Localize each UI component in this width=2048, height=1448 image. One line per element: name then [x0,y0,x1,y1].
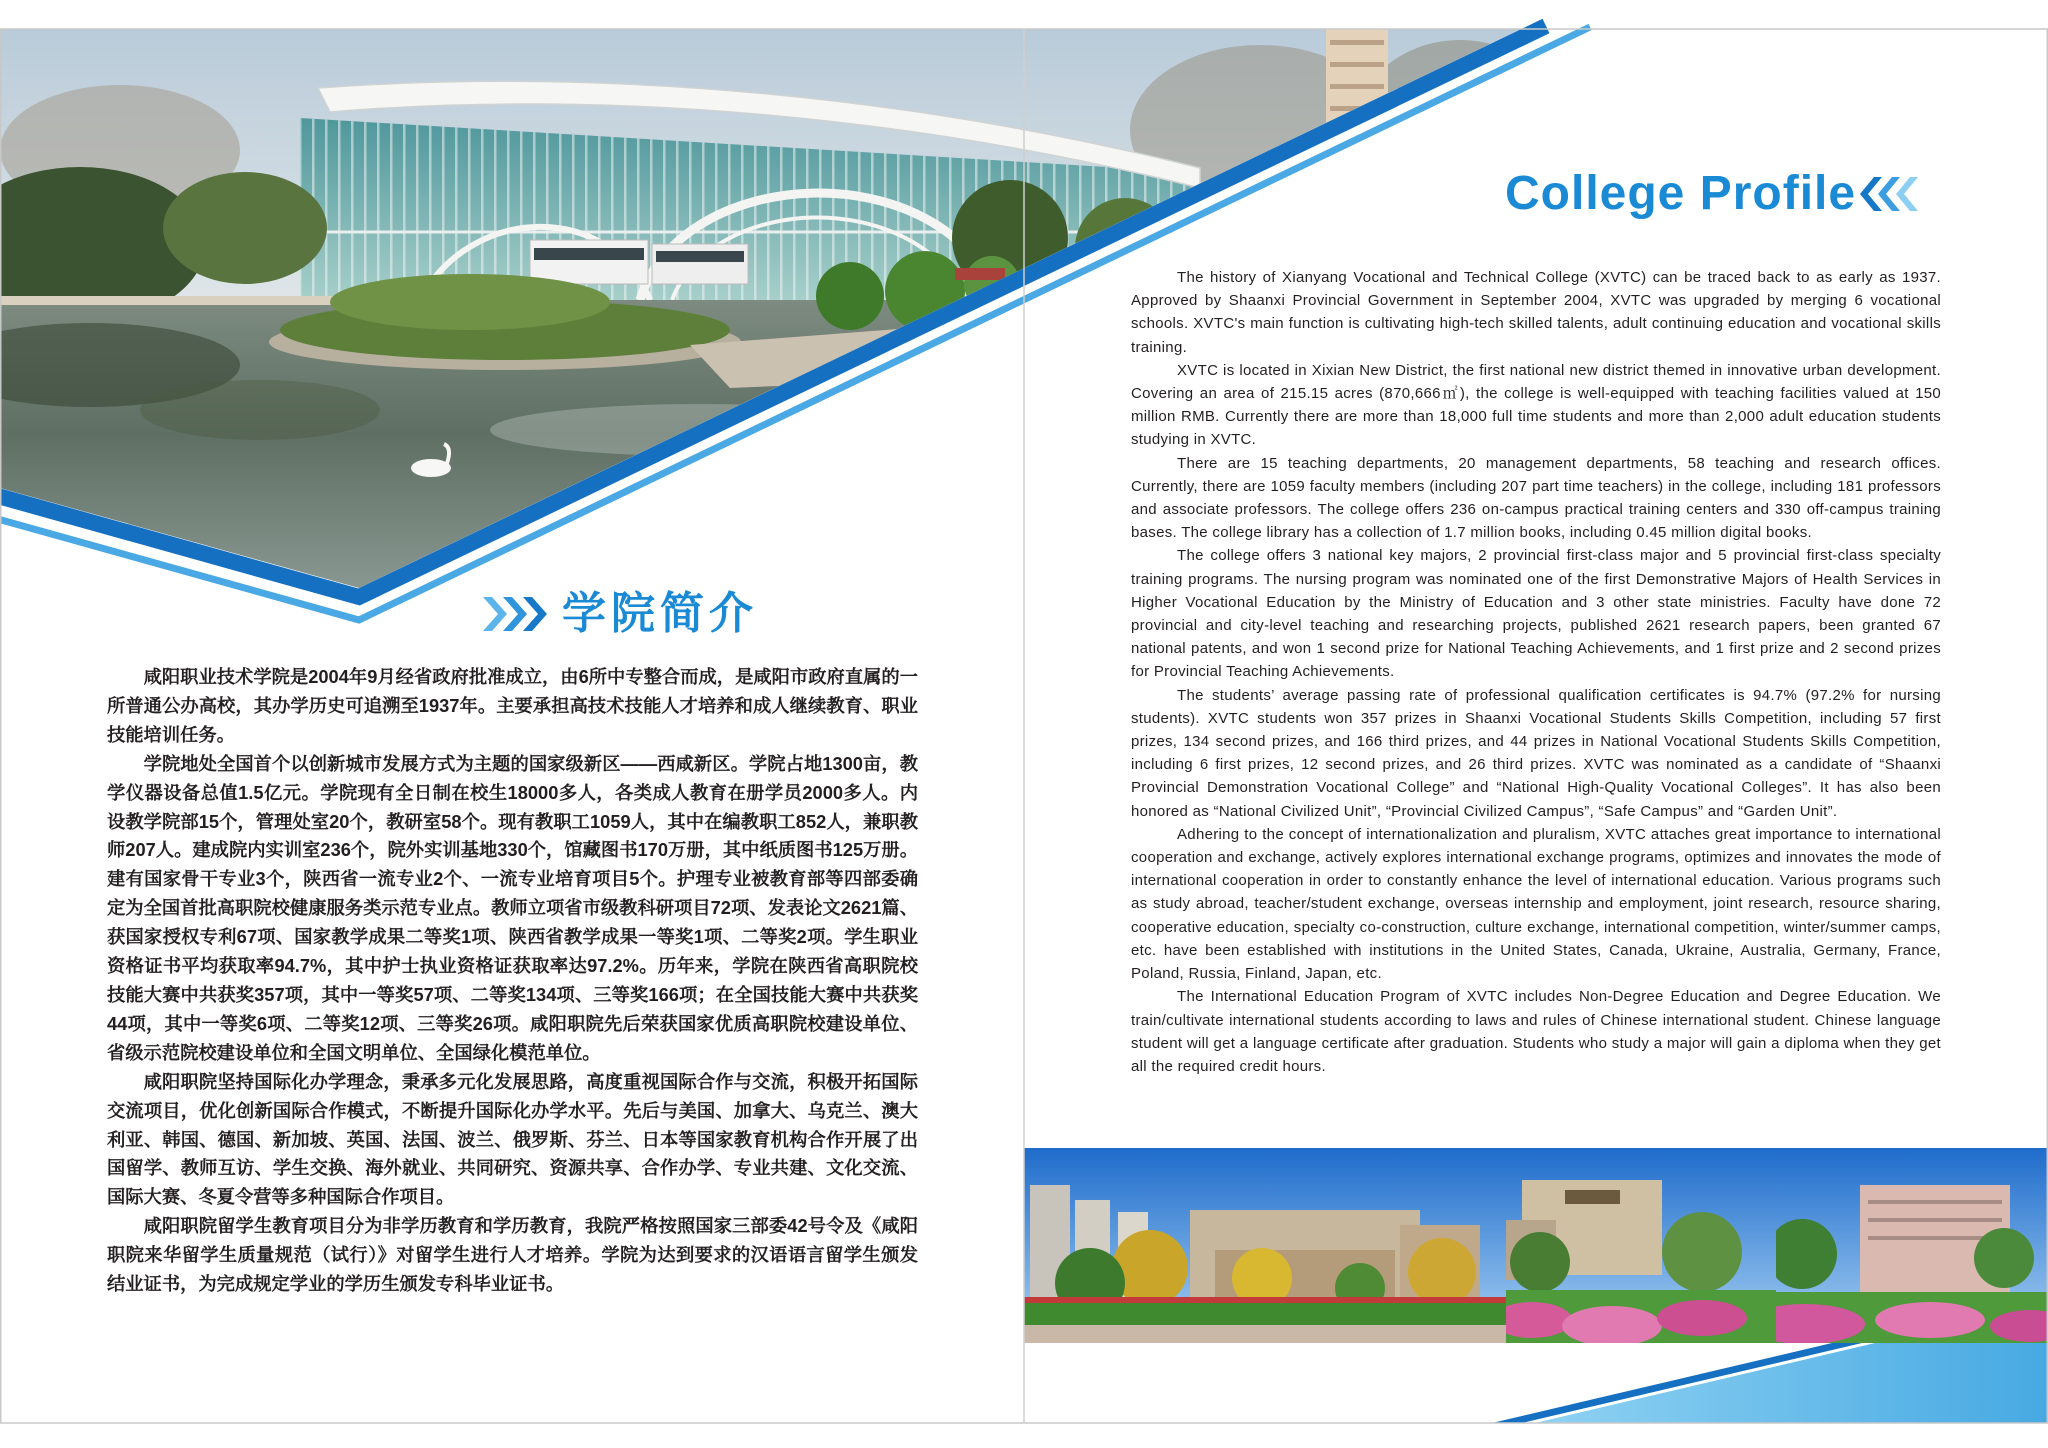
photo-apartment-windows [1330,40,1384,45]
photo3-windows [1868,1218,2002,1222]
en-paragraph-2: XVTC is located in Xixian New District, the first national new district themed in innovative urban development. Covering an area of 215.15 acres (870,666㎡), the college is well-equipped with teaching facilities valued at 150 million RMB. Currently there are more than 18,000 full time students and more than 2,000 adult education students studying in XVTC. [1131,361,1941,449]
photo3-tree [1974,1228,2034,1288]
photo2-tree [1662,1212,1742,1292]
en-paragraph-5: The students’ average passing rate of professional qualification certificates is 94.7% (97.2% for nursing students). XVTC students won 357 prizes in Shaanxi Vocational Students Skills Competition, including 57 first prizes, 134 second prizes, and 166 third prizes, and 44 prizes in National Vocational Students Skills Competition, including 6 first prizes, 12 second prizes, and 26 third prizes. XVTC was nominated as a candidate of “Shaanxi Provincial Demonstration Vocational College” and “National High-Quality Vocational Colleges”. It has also been honored as “National Civilized Unit”, “Provincial Civilized Campus”, “Safe Campus” and “Garden Unit”. [1131,686,1941,820]
chevron-shape [483,597,507,631]
photo2-flowers [1657,1300,1747,1336]
photo-tree [163,172,327,284]
zh-page-heading: 学院简介 [562,588,758,639]
photo3-tree [1767,1219,1837,1289]
en-body-text [1131,266,1941,1078]
en-paragraph-4: The college offers 3 national key majors, 2 provincial first-class major and 5 provincial first-class specialty training programs. The nursing program was nominated one of the first Demonstrative Majors of Health Services in Higher Vocational Education by the Ministry of Education and 3 other state ministries. Faculty have done 72 provincial and city-level teaching and researching projects, published 2621 research papers, been granted 67 national patents, and won 1 second prize for National Teaching Achievements, and 1 first prize and 2 second prizes for Provincial Teaching Achievements. [1131,547,1941,681]
photo1-tree [1112,1230,1188,1306]
photo3-windows [1868,1200,2002,1204]
en-paragraph-6: Adhering to the concept of internationalization and pluralism, XVTC attaches great importance to international cooperation and exchange, actively explores international exchange programs, optimizes and innovates the mode of international cooperation in order to constantly enhance the level of international education. Various programs such as study abroad, teacher/student exchange, overseas internship and employment, joint research, resource sharing, cooperative education, specialty co-construction, culture exchange, international competition, winter/summer camps, etc. have been established with institutions in the United States, Canada, Ukraine, Australia, Germany, France, Poland, Russia, Finland, Japan, etc. [1131,825,1941,983]
en-paragraph-3: There are 15 teaching departments, 20 management departments, 58 teaching and research offices. Currently, there are 1059 faculty members (including 207 part time teachers) in the college, including 181 professors and associate professors. The college offers 236 on-campus practical training centers and 330 off-campus training bases. The college library has a collection of 1.7 million books, including 0.45 million digital books. [1131,454,1941,542]
photo-apartment-windows [1330,84,1384,89]
photo2-flowers [1562,1306,1662,1346]
photo2-tree [1510,1232,1570,1292]
photo1-plaza [1024,1325,1506,1343]
photo-bus [652,244,748,284]
zh-paragraph-2: 学院地处全国首个以创新城市发展方式为主题的国家级新区——西咸新区。学院占地1300亩，教学仪器设备总值1.5亿元。学院现有全日制在校生18000多人，各类成人教育在册学员2000多人。内设教学院部15个，管理处室20个，教研室58个。现有教职工1059人，其中在编教职工852人，兼职教师207人。建成院内实训室236个，院外实训基地330个，馆藏图书170万册，其中纸质图书125万册。建有国家骨干专业3个，陕西省一流专业2个、一流专业培育项目5个。护理专业被教育部等四部委确定为全国首批高职院校健康服务类示范专业点。教师立项省市级教科研项目72项、发表论文2621篇、获国家授权专利67项、国家教学成果二等奖1项、陕西省教学成果一等奖1项、二等奖2项。学生职业资格证书平均获取率94.7%，其中护士执业资格证获取率达97.2%。历年来，学院在陕西省高职院校技能大赛中共获奖357项，其中一等奖57项、二等奖134项、三等奖166项；在全国技能大赛中共获奖44项，其中一等奖6项、二等奖12项、三等奖26项。咸阳职院先后荣获国家优质高职院校建设单位、省级示范院校建设单位和全国文明单位、全国绿化模范单位。 [107,752,918,1063]
campus-photo-3 [1745,1148,2048,1344]
zh-paragraph-3: 咸阳职院坚持国际化办学理念，秉承多元化发展思路，高度重视国际合作与交流，积极开拓国际交流项目，优化创新国际合作模式，不断提升国际化办学水平。先后与美国、加拿大、乌克兰、澳大利亚、韩国、德国、新加坡、英国、法国、波兰、俄罗斯、芬兰、日本等国家教育机构合作开展了出国留学、教师互访、学生交换、海外就业、共同研究、资源共享、合作办学、专业共建、文化交流、国际大赛、冬夏令营等多种国际合作项目。 [107,1070,918,1208]
photo1-lawn [1024,1303,1506,1327]
photo-swan [411,459,451,477]
zh-paragraph-1: 咸阳职业技术学院是2004年9月经省政府批准成立，由6所中专整合而成，是咸阳市政府直属的一所普通公办高校，其办学历史可追溯至1937年。主要承担高技术技能人才培养和成人继续教育、职业技能培训任务。 [107,666,918,745]
en-page-heading: College Profile [1505,167,1857,220]
campus-photo-2 [1492,1148,1776,1346]
en-paragraph-1: The history of Xianyang Vocational and Technical College (XVTC) can be traced back to as early as 1937. Approved by Shaanxi Provincial Government in September 2004, XVTC was upgraded by merging 6 vocational schools. XVTC's main function is cultivating high-tech skilled talents, adult continuing education and vocational skills training. [1131,269,1941,356]
zh-body-text [107,663,918,1299]
photo-island-grass [330,274,610,330]
photo-bus [530,240,648,284]
chevrons-left-icon [1860,177,1918,211]
photo-bus-windows [656,251,744,262]
en-paragraph-7: The International Education Program of XVTC includes Non-Degree Education and Degree Education. We train/cultivate international students according to laws and rules of Chinese international student. Chinese language student will get a language certificate after graduation. Students who study a major will gain a diploma when they get all the required credit hours. [1131,988,1941,1075]
photo1-tree [1408,1238,1476,1306]
campus-photo-1 [1024,1148,1506,1343]
photo-apartment-windows [1330,62,1384,67]
photo-reflection [140,380,380,440]
photo3-flowers [1875,1302,1985,1338]
photo2-sign [1565,1190,1620,1204]
photo-bus-windows [534,248,644,260]
chevrons-right-icon [483,597,549,631]
photo-flower-bed [955,268,1005,280]
chevron-shape [1896,177,1918,211]
photo-shrub [816,262,884,330]
zh-paragraph-4: 咸阳职院留学生教育项目分为非学历教育和学历教育，我院严格按照国家三部委42号令及《咸阳职院来华留学生质量规范（试行）》对留学生进行人才培养。学院为达到要求的汉语语言留学生颁发结业证书，为完成规定学业的学历生颁发专科毕业证书。 [107,1215,918,1295]
